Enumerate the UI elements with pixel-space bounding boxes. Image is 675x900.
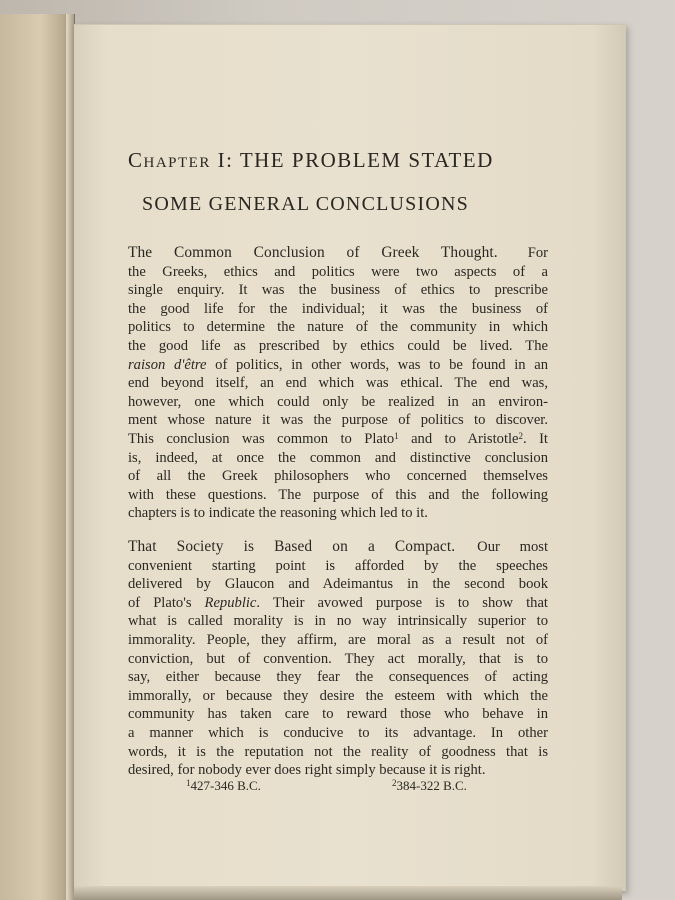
paragraph-line: community has taken care to reward those who behave in [128,706,548,723]
italic-phrase: raison d'être [128,356,207,373]
text-run: This conclusion was common to Plato [128,430,395,447]
footnote-text: 427-346 B.C. [190,778,261,793]
paragraph-line: say, either because they fear the consequences of acting [128,669,548,686]
paragraph-line: what is called morality is in no way intrinsically superior to [128,613,548,630]
paragraph-line: the good life as prescribed by ethics could be lived. The [128,337,548,354]
paragraph-line [128,538,548,557]
chapter-subtitle: SOME GENERAL CONCLUSIONS [142,193,469,215]
page-stack-edge [74,886,622,900]
paragraph-line: politics to determine the nature of the community in which [128,319,548,336]
paragraph-line: chapters is to indicate the reasoning which led to it. [128,505,428,522]
paragraph-line: conviction, but of convention. They act morally, that is to [128,650,548,667]
book-cover-edge [66,14,74,900]
text-run: of politics, in other words, was to be found in an [206,356,548,373]
text-run: Our most [477,539,548,555]
chapter-title [128,148,548,173]
footnote-mark: 2 [392,778,397,788]
paragraph-line [128,430,548,449]
paragraph-line: delivered by Glaucon and Adeimantus in the second book [128,576,548,593]
paragraph-line: single enquiry. It was the business of ethics to prescribe [128,282,548,299]
paragraph-line [128,594,548,613]
paragraph-line: however, one which could only be realized in an environ- [128,393,548,410]
section-heading: The Common Conclusion of Greek Thought. [128,244,498,261]
paragraph-line: words, it is the reputation not the reality of goodness that is [128,743,548,760]
text-run: and to Aristotle [398,430,519,447]
paragraph-line: a manner which is conducive to its advantage. In other [128,724,548,741]
book-cover [0,14,75,900]
paragraph-line [128,356,548,375]
footnote-mark: 1 [186,778,191,788]
text-run: of Plato's [128,594,205,611]
text-run: . It [523,430,548,447]
footnote-1 [186,778,261,794]
paragraph-line: immorally, or because they desire the esteem with which the [128,687,548,704]
chapter-numeral: I: [217,148,234,172]
text-run: . Their avowed purpose is to show that [256,594,548,611]
italic-title: Republic [204,594,257,611]
paragraph-line: immorality. People, they affirm, are moral as a result not of [128,631,548,648]
paragraph-line: desired, for nobody ever does right simply because it is right. [128,762,486,779]
section-heading: That Society is Based on a Compact. [128,538,456,555]
chapter-label: Chapter [128,148,211,172]
paragraph-line: end beyond itself, an end which was ethical. The end was, [128,375,548,392]
paragraph-line: the Greeks, ethics and politics were two aspects of a [128,263,548,280]
paragraph-line: ment whose nature it was the purpose of politics to discover. [128,412,548,429]
paragraph-line: convenient starting point is afforded by the speeches [128,557,548,574]
chapter-heading: THE PROBLEM STATED [239,148,494,172]
section-society-compact [128,538,548,780]
paragraph-line: with these questions. The purpose of this and the following [128,486,548,503]
section-common-conclusion [128,244,548,523]
text-run: For [527,245,548,261]
footnote-text: 384-322 B.C. [396,778,467,793]
paragraph-line: the good life for the individual; it was the business of [128,300,548,317]
footnote-2 [392,778,467,794]
paragraph-line: is, indeed, at once the common and distinctive conclusion [128,449,548,466]
paragraph-line: of all the Greek philosophers who concerned themselves [128,468,548,485]
footnote-ref: 1 [394,430,399,441]
footnote-ref: 2 [518,430,524,441]
paragraph-line [128,244,548,263]
